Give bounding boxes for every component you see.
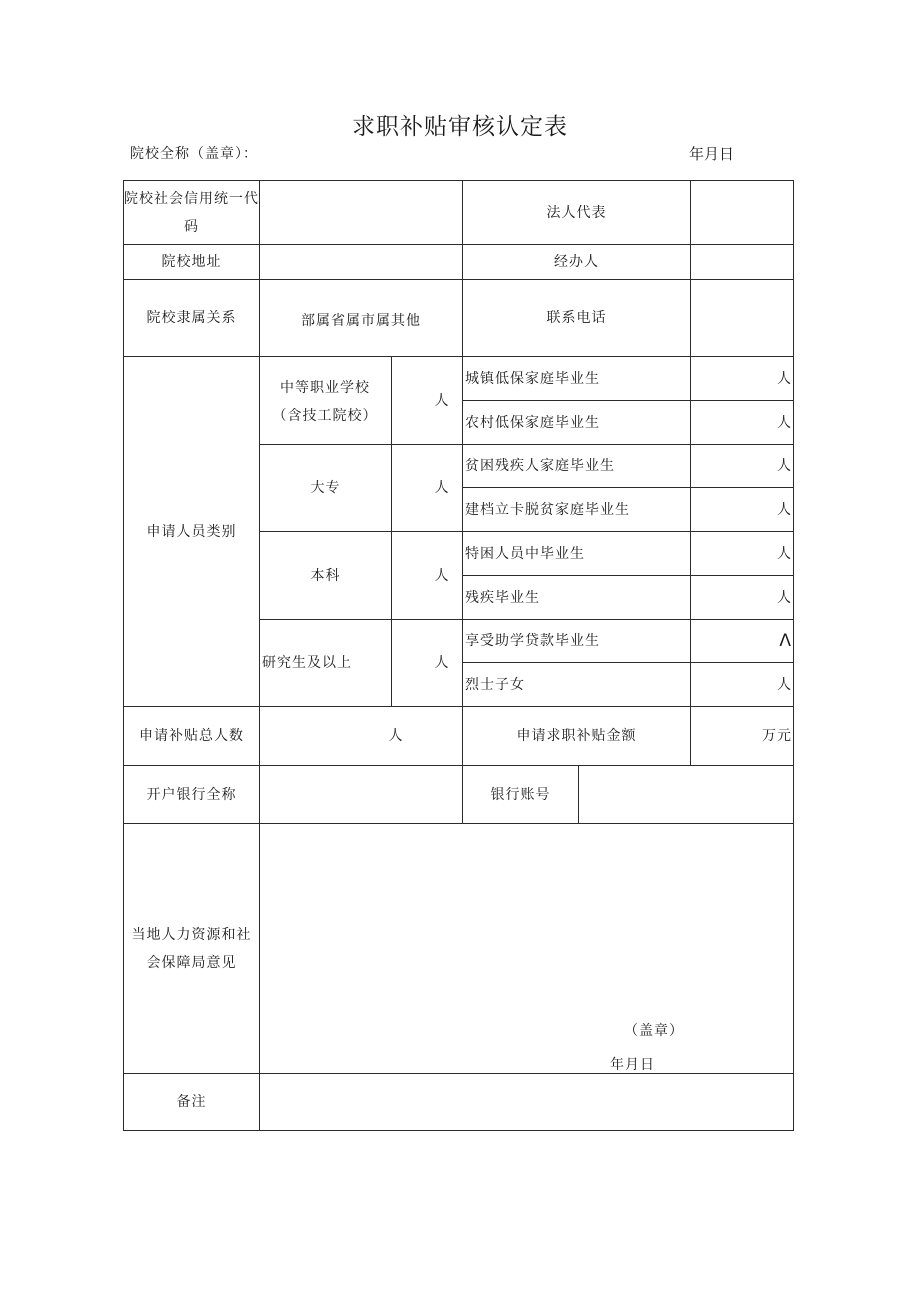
handler-label: 经办人 — [554, 254, 599, 270]
type-registered-poverty: 建档立卡脱贫家庭毕业生 — [465, 501, 630, 518]
level-graduate: 研究生及以上 — [262, 655, 352, 671]
total-applicants-unit: 人 — [388, 728, 404, 744]
level-secondary: 中等职业学校（含技工院校） — [272, 380, 378, 424]
phone-label: 联系电话 — [546, 310, 607, 326]
school-name-label: 院校全称（盖章）： — [130, 146, 258, 162]
type-unit: 人 — [777, 414, 792, 431]
bank-account-label: 银行账号 — [490, 786, 551, 803]
level-unit: 人 — [434, 480, 450, 496]
type-urban-low-income: 城镇低保家庭毕业生 — [465, 370, 600, 387]
opinion-date: 年月日 — [610, 1057, 655, 1073]
type-unit: 人 — [777, 545, 792, 562]
total-applicants-label: 申请补贴总人数 — [139, 728, 244, 744]
type-extreme-hardship: 特困人员中毕业生 — [465, 545, 585, 562]
level-unit: 人 — [434, 567, 450, 584]
form-title: 求职补贴审核认定表 — [352, 114, 568, 140]
type-unit: 人 — [777, 589, 792, 606]
subsidy-amount-unit: 万元 — [762, 728, 792, 744]
table-border-bottom — [123, 1130, 794, 1131]
affiliation-label: 院校隶属关系 — [146, 310, 237, 326]
subsidy-amount-label: 申请求职补贴金额 — [516, 728, 637, 744]
credit-code-label: 院校社会信用统一代码 — [124, 190, 259, 235]
level-unit: 人 — [434, 655, 450, 671]
date-label: 年月日 — [689, 145, 735, 163]
type-unit: 人 — [777, 458, 792, 474]
category-label: 申请人员类别 — [146, 523, 237, 540]
table-line — [578, 765, 579, 823]
type-unit: Λ — [779, 631, 792, 651]
table-border-right — [793, 180, 794, 1131]
type-unit: 人 — [777, 370, 792, 387]
level-unit: 人 — [434, 392, 450, 409]
affiliation-options: 部属省属市属其他 — [301, 313, 421, 329]
type-rural-low-income: 农村低保家庭毕业生 — [465, 414, 600, 431]
level-undergraduate: 本科 — [310, 567, 341, 584]
type-unit: 人 — [777, 501, 792, 518]
type-martyr-children: 烈士子女 — [465, 676, 525, 693]
bank-name-label: 开户银行全称 — [146, 786, 237, 803]
remarks-label: 备注 — [176, 1094, 207, 1110]
level-college: 大专 — [310, 480, 341, 496]
type-disabled-graduate: 残疾毕业生 — [465, 589, 540, 606]
table-line — [690, 180, 691, 356]
hr-bureau-opinion-label: 当地人力资源和社会保障局意见 — [131, 926, 252, 971]
address-label: 院校地址 — [161, 254, 222, 270]
seal-label: （盖章） — [624, 1023, 684, 1039]
type-student-loan: 享受助学贷款毕业生 — [465, 633, 600, 649]
type-poor-disabled-family: 贫困残疾人家庭毕业生 — [465, 458, 615, 474]
legal-rep-label: 法人代表 — [546, 204, 607, 221]
type-unit: 人 — [777, 676, 792, 693]
